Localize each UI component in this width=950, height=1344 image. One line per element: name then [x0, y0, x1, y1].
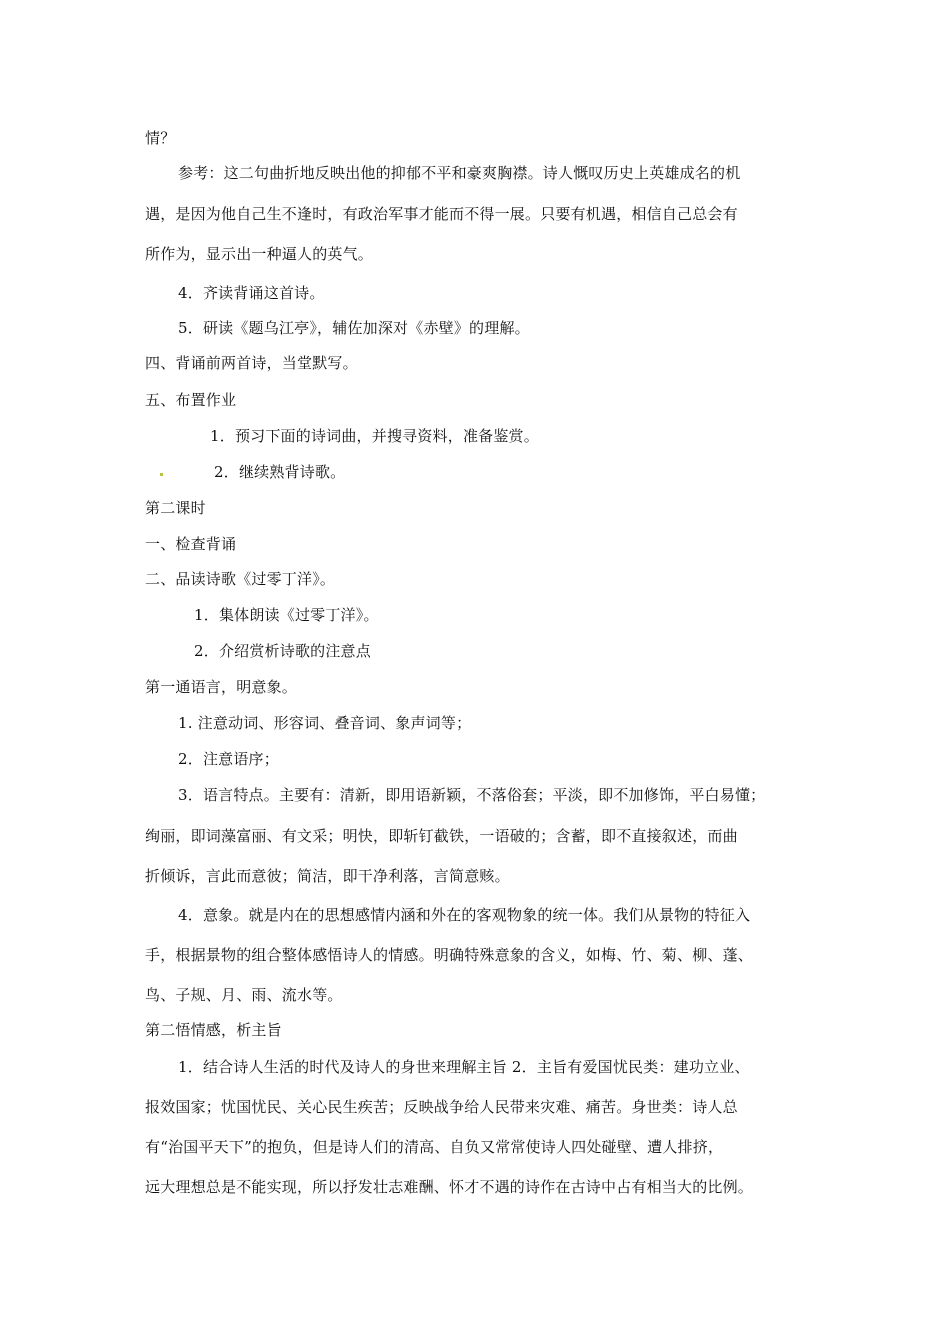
text-line: 参考：这二句曲折地反映出他的抑郁不平和豪爽胸襟。诗人慨叹历史上英雄成名的机: [178, 164, 741, 182]
text-line: 情？: [145, 129, 176, 147]
text-line: 1．集体朗读《过零丁洋》。: [194, 606, 379, 624]
text-line: 鸟、子规、月、雨、流水等。: [145, 986, 343, 1004]
text-line: 3．语言特点。主要有：清新，即用语新颖，不落俗套；平淡，即不加修饰，平白易懂；: [178, 786, 766, 804]
text-line: 绚丽，即词藻富丽、有文采；明快，即斩钉截铁，一语破的；含蓄，即不直接叙述，而曲: [145, 827, 738, 845]
text-line: 报效国家；忧国忧民、关心民生疾苦；反映战争给人民带来灾难、痛苦。身世类：诗人总: [145, 1098, 738, 1116]
section-heading: 第一通语言，明意象。: [145, 678, 298, 696]
section-heading: 第二课时: [145, 499, 206, 517]
text-line: 2．注意语序；: [178, 750, 279, 768]
stray-mark: [160, 473, 163, 476]
text-line: 2．继续熟背诗歌。: [214, 463, 346, 481]
section-heading: 第二悟情感，析主旨: [145, 1021, 282, 1039]
text-line: 远大理想总是不能实现，所以抒发壮志难酬、怀才不遇的诗作在古诗中占有相当大的比例。: [145, 1178, 754, 1196]
text-line: 4．齐读背诵这首诗。: [178, 284, 325, 302]
text-line: 遇，是因为他自己生不逢时，有政治军事才能而不得一展。只要有机遇，相信自己总会有: [145, 205, 738, 223]
text-line: 1．预习下面的诗词曲，并搜寻资料，准备鉴赏。: [210, 427, 539, 445]
text-line: 有“治国平天下”的抱负，但是诗人们的清高、自负又常常使诗人四处碰壁、遭人排挤，: [145, 1138, 724, 1156]
section-heading: 五、布置作业: [145, 391, 237, 409]
text-line: 5．研读《题乌江亭》，辅佐加深对《赤壁》的理解。: [178, 319, 530, 337]
section-heading: 二、品读诗歌《过零丁洋》。: [145, 570, 336, 588]
text-line: 所作为，显示出一种逼人的英气。: [145, 245, 374, 263]
text-line: 2．介绍赏析诗歌的注意点: [194, 642, 371, 660]
text-line: 4．意象。就是内在的思想感情内涵和外在的客观物象的统一体。我们从景物的特征入: [178, 906, 751, 924]
text-line: 手，根据景物的组合整体感悟诗人的情感。明确特殊意象的含义，如梅、竹、菊、柳、蓬、: [145, 946, 754, 964]
text-line: 1. 注意动词、形容词、叠音词、象声词等；: [178, 714, 472, 732]
text-line: 折倾诉，言此而意彼；简洁，即干净利落，言简意赅。: [145, 867, 510, 885]
section-heading: 一、检查背诵: [145, 535, 237, 553]
text-line: 1．结合诗人生活的时代及诗人的身世来理解主旨 2．主旨有爱国忧民类：建功立业、: [178, 1058, 750, 1076]
section-heading: 四、背诵前两首诗，当堂默写。: [145, 354, 358, 372]
